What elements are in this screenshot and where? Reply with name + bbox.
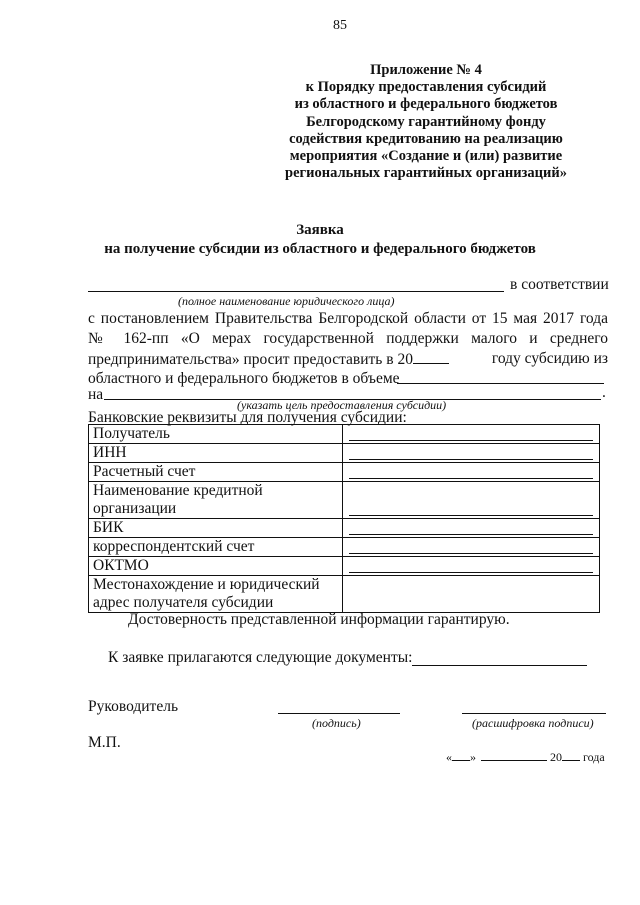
body-line-3a: предпринимательства» просит предоставить в 20 xyxy=(88,351,413,368)
row-label: БИК xyxy=(89,519,343,538)
annex-line: содействия кредитованию на реализацию xyxy=(289,130,563,147)
row-value-field[interactable] xyxy=(343,519,600,538)
annex-line: региональных гарантийных организаций» xyxy=(285,165,567,182)
table-row xyxy=(89,519,600,538)
annex-line: из областного и федерального бюджетов xyxy=(294,96,558,113)
row-label: корреспондентский счет xyxy=(89,538,343,557)
table-row xyxy=(89,482,600,519)
guarantee-text: Достоверность представленной информации гарантирую. xyxy=(128,611,510,628)
decode-hint: (расшифровка подписи) xyxy=(472,716,594,730)
attached-docs-label: К заявке прилагаются следующие документы: xyxy=(108,649,413,666)
attached-docs-field[interactable] xyxy=(412,665,587,666)
row-value-field[interactable] xyxy=(343,576,600,613)
amount-field[interactable] xyxy=(397,383,604,384)
date-quote-close: » xyxy=(470,750,476,764)
annex-line: Приложение № 4 xyxy=(370,62,482,78)
purpose-period: . xyxy=(602,384,606,401)
row-value-field[interactable] xyxy=(343,557,600,576)
row-label: ОКТМО xyxy=(89,557,343,576)
year-prefix: 20 xyxy=(550,750,562,764)
table-row xyxy=(89,425,600,444)
date-line xyxy=(446,750,605,765)
row-label: Получатель xyxy=(89,425,343,444)
document-subtitle: на получение субсидии из областного и федерального бюджетов xyxy=(104,241,536,257)
table-row xyxy=(89,463,600,482)
entity-hint: (полное наименование юридического лица) xyxy=(178,294,395,308)
purpose-hint: (указать цель предоставления субсидии) xyxy=(237,398,447,412)
body-line-1: с постановлением Правительства Белгородской области от 15 мая 2017 года xyxy=(88,310,608,327)
annex-line: Белгородскому гарантийному фонду xyxy=(306,113,546,130)
row-value-field[interactable] xyxy=(343,425,600,444)
row-value-field[interactable] xyxy=(343,538,600,557)
table-row xyxy=(89,444,600,463)
stamp-label: М.П. xyxy=(88,734,121,751)
annex-line: мероприятия «Создание и (или) развитие xyxy=(289,148,563,165)
row-label: Расчетный счет xyxy=(89,463,343,482)
row-value-field[interactable] xyxy=(343,444,600,463)
day-field[interactable] xyxy=(452,750,470,761)
month-field[interactable] xyxy=(481,750,547,761)
document-title: Заявка xyxy=(296,222,344,238)
entity-name-field[interactable] xyxy=(88,291,504,292)
table-row xyxy=(89,557,600,576)
year-label: года xyxy=(583,750,605,764)
row-label: Наименование кредитной организации xyxy=(89,482,343,519)
signature-decode-field[interactable] xyxy=(462,713,606,714)
date-quote-open: « xyxy=(446,750,452,764)
annex-line: к Порядку предоставления субсидий xyxy=(305,79,547,96)
signature-hint: (подпись) xyxy=(312,716,361,730)
annex-header xyxy=(256,62,596,182)
head-label: Руководитель xyxy=(88,698,179,715)
row-value-field[interactable] xyxy=(343,463,600,482)
body-line-3 xyxy=(88,349,608,370)
table-row xyxy=(89,576,600,613)
amount-label: областного и федерального бюджетов в объеме xyxy=(88,370,400,387)
row-value-field[interactable] xyxy=(343,482,600,519)
row-label: ИНН xyxy=(89,444,343,463)
purpose-label: на xyxy=(88,386,104,403)
body-line-2: № 162-пп «О мерах государственной поддержки малого и среднего xyxy=(88,330,608,347)
row-label: Местонахождение и юридический адрес получателя субсидии xyxy=(89,576,343,613)
year-field[interactable] xyxy=(413,349,449,364)
in-accordance-text: в соответствии xyxy=(510,276,609,293)
table-row xyxy=(89,538,600,557)
signature-field[interactable] xyxy=(278,713,400,714)
page-number: 85 xyxy=(333,18,347,33)
body-line-3b: году субсидию из xyxy=(491,350,608,367)
bank-details-table xyxy=(88,424,600,613)
bank-heading: Банковские реквизиты для получения субсидии: xyxy=(88,409,407,426)
year-suffix-field[interactable] xyxy=(562,750,580,761)
